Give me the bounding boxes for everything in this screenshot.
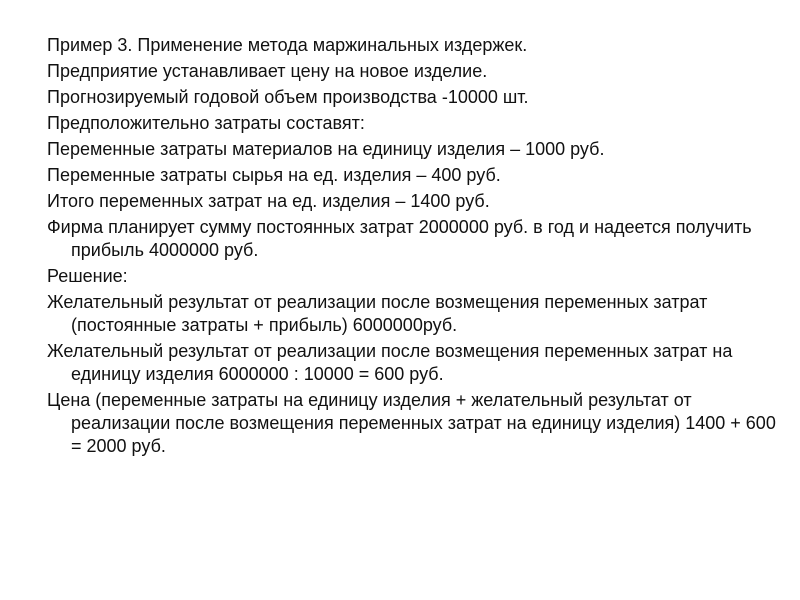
material-costs: Переменные затраты материалов на единицу изделия – 1000 руб.: [47, 139, 605, 159]
costs-intro: Предположительно затраты составят:: [47, 113, 365, 133]
total-variable-costs: Итого переменных затрат на ед. изделия – 1400 руб.: [47, 191, 490, 211]
task-statement: Предприятие устанавливает цену на новое изделие.: [47, 61, 488, 81]
solution-heading: Решение:: [47, 266, 128, 286]
production-volume: Прогнозируемый годовой объем производства -10000 шт.: [47, 87, 529, 107]
slide-body: [47, 34, 777, 461]
fixed-costs-and-profit: Фирма планирует сумму постоянных затрат 2000000 руб. в год и надеется получить прибыль 4000000 руб.: [47, 217, 752, 260]
price-calculation: Цена (переменные затраты на единицу изделия + желательный результат от реализации после возмещения переменных затрат на единицу изделия) 1400 + 600 = 2000 руб.: [47, 390, 776, 456]
raw-material-costs: Переменные затраты сырья на ед. изделия – 400 руб.: [47, 165, 501, 185]
example-title: Пример 3. Применение метода маржинальных издержек.: [47, 35, 528, 55]
desired-result-per-unit: Желательный результат от реализации после возмещения переменных затрат на единицу изделия 6000000 : 10000 = 600 руб.: [47, 341, 733, 384]
desired-result-total: Желательный результат от реализации после возмещения переменных затрат (постоянные затраты + прибыль) 6000000руб.: [47, 292, 708, 335]
